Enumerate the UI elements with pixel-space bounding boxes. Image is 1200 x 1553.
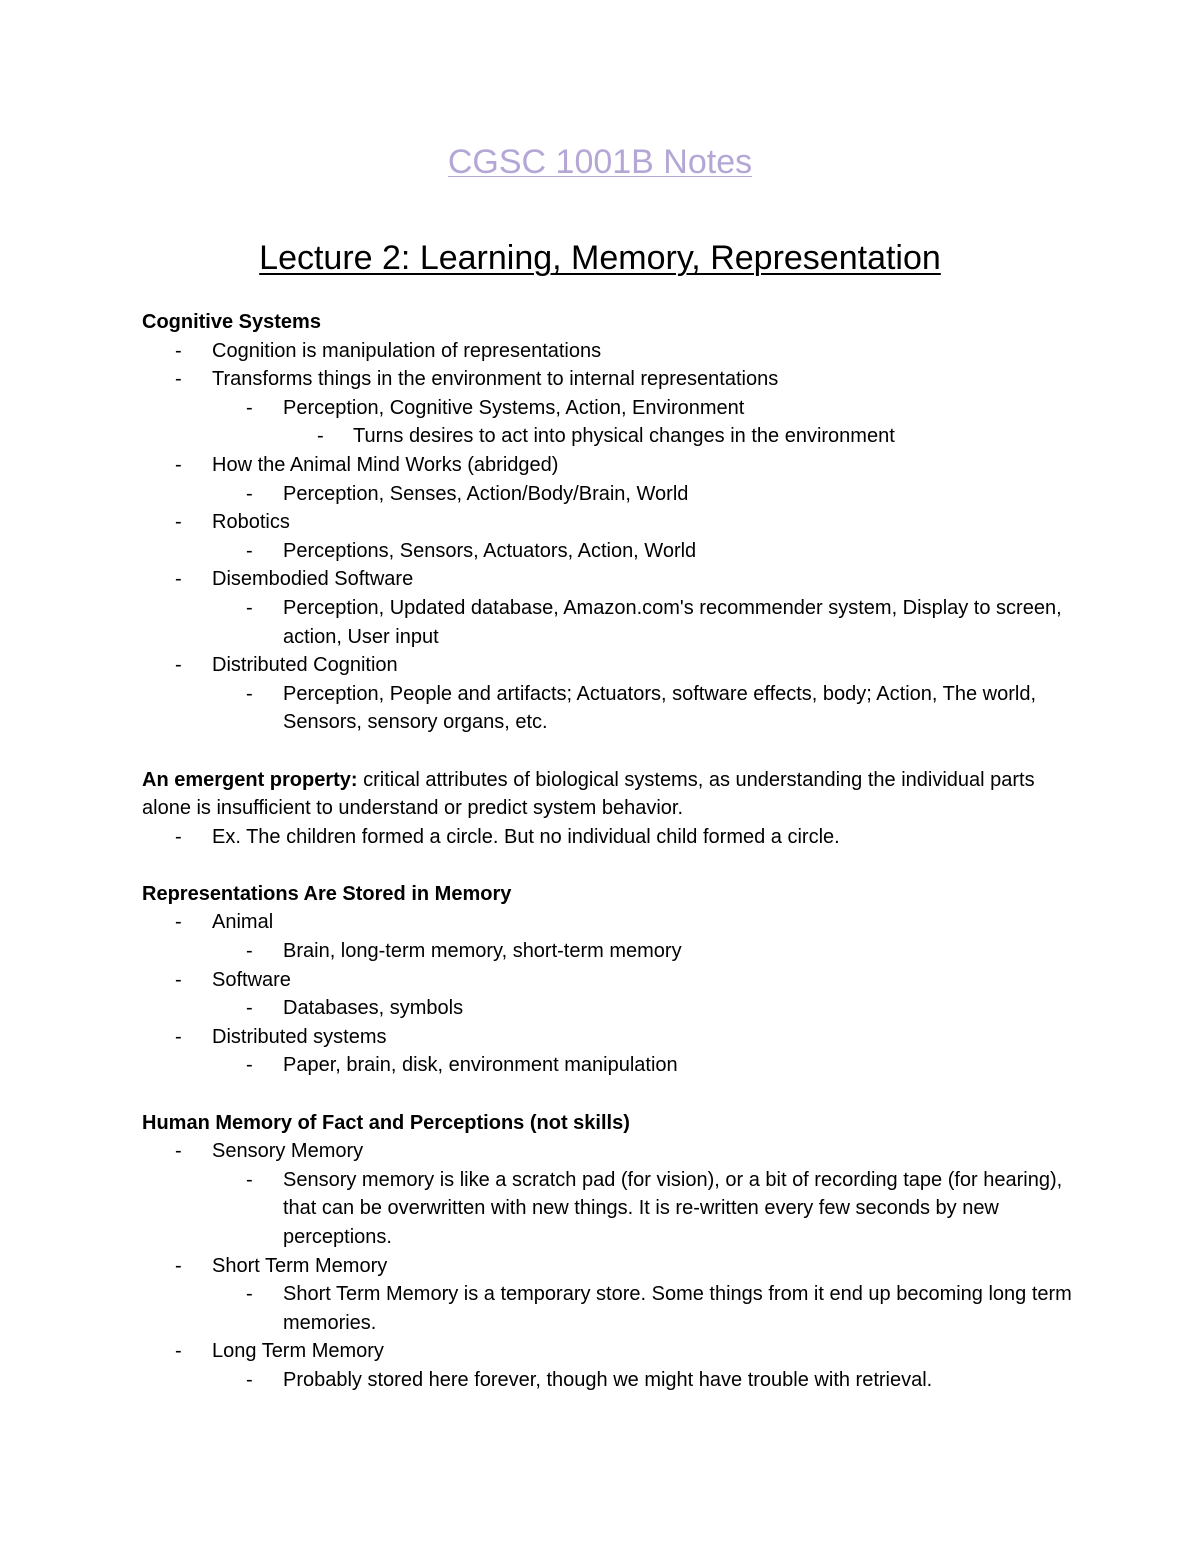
- list-item: [142, 451, 1072, 480]
- notes-body: [142, 308, 1072, 1395]
- bullet-dash: -: [175, 453, 182, 476]
- bullet-list: [142, 1137, 1072, 1394]
- bullet-dash: -: [175, 368, 182, 391]
- list-item: [142, 1023, 1072, 1052]
- bullet-dash: -: [246, 396, 253, 419]
- list-item: [142, 594, 1072, 651]
- bullet-dash: -: [175, 339, 182, 362]
- list-item: [142, 1166, 1072, 1252]
- bullet-dash: -: [175, 568, 182, 591]
- list-item: [142, 1051, 1072, 1080]
- lecture-title: Lecture 2: Learning, Memory, Representation: [259, 239, 941, 277]
- list-item: [142, 1137, 1072, 1166]
- bullet-dash: -: [175, 1254, 182, 1277]
- list-item-text: Perception, People and artifacts; Actuators, software effects, body; Action, The world, Sensors, sensory organs, etc.: [283, 682, 1037, 734]
- bullet-dash: -: [246, 682, 253, 705]
- list-item: [142, 966, 1072, 995]
- bullet-dash: -: [246, 482, 253, 505]
- definition-text: critical attributes of biological systems, as understanding the individual parts alone is insufficient to understand or predict system behavior.: [142, 768, 1035, 820]
- bullet-dash: -: [246, 1283, 253, 1306]
- bullet-dash: -: [175, 968, 182, 991]
- bullet-dash: -: [246, 997, 253, 1020]
- list-item: [142, 1280, 1072, 1337]
- list-item: [142, 422, 1072, 451]
- bullet-dash: -: [175, 911, 182, 934]
- list-item-text: Perception, Cognitive Systems, Action, Environment: [283, 396, 745, 419]
- list-item-text: Brain, long-term memory, short-term memory: [283, 940, 682, 963]
- list-item-text: Sensory Memory: [212, 1140, 364, 1163]
- list-item-text: Cognition is manipulation of representations: [212, 339, 602, 362]
- list-item: [142, 651, 1072, 680]
- bullet-dash: -: [175, 654, 182, 677]
- list-item: [142, 394, 1072, 423]
- bullet-list: [142, 337, 1072, 737]
- list-item-text: Ex. The children formed a circle. But no individual child formed a circle.: [212, 825, 840, 848]
- list-item: [142, 480, 1072, 509]
- list-item-text: Turns desires to act into physical changes in the environment: [353, 425, 895, 448]
- bullet-dash: -: [246, 596, 253, 619]
- paragraph-gap: [142, 1080, 1072, 1109]
- list-item-text: Perceptions, Sensors, Actuators, Action, World: [283, 539, 697, 562]
- bullet-dash: -: [246, 1368, 253, 1391]
- bullet-dash: -: [246, 1054, 253, 1077]
- list-item: [142, 365, 1072, 394]
- list-item-text: Distributed systems: [212, 1025, 387, 1048]
- bullet-dash: -: [175, 511, 182, 534]
- list-item: [142, 508, 1072, 537]
- list-item-text: Perception, Senses, Action/Body/Brain, World: [283, 482, 689, 505]
- list-item-text: Robotics: [212, 511, 290, 534]
- list-item-text: How the Animal Mind Works (abridged): [212, 453, 559, 476]
- paragraph-gap: [142, 851, 1072, 880]
- list-item: [142, 1337, 1072, 1366]
- list-item: [142, 937, 1072, 966]
- bullet-dash: -: [246, 940, 253, 963]
- list-item-text: Distributed Cognition: [212, 654, 398, 677]
- list-item-text: Short Term Memory is a temporary store. Some things from it end up becoming long term memories.: [283, 1283, 1072, 1334]
- section-heading: Cognitive Systems: [142, 311, 321, 333]
- bullet-dash: -: [175, 825, 182, 848]
- section-heading: Human Memory of Fact and Perceptions (not skills): [142, 1111, 630, 1134]
- section-human-memory: [142, 1109, 1072, 1395]
- list-item-text: Probably stored here forever, though we might have trouble with retrieval.: [283, 1368, 933, 1391]
- list-item-text: Perception, Updated database, Amazon.com's recommender system, Display to screen, action, User input: [283, 596, 1062, 648]
- list-item: [142, 537, 1072, 566]
- list-item-text: Paper, brain, disk, environment manipulation: [283, 1054, 678, 1077]
- list-item-text: Short Term Memory: [212, 1254, 388, 1277]
- list-item-text: Animal: [212, 911, 274, 934]
- section-emergent-property: [142, 766, 1072, 852]
- list-item-text: Long Term Memory: [212, 1340, 384, 1363]
- section-heading: Representations Are Stored in Memory: [142, 882, 512, 905]
- list-item: [142, 908, 1072, 937]
- list-item: [142, 823, 1072, 852]
- bullet-dash: -: [175, 1025, 182, 1048]
- list-item: [142, 994, 1072, 1023]
- list-item-text: Sensory memory is like a scratch pad (for vision), or a bit of recording tape (for hearing), that can be overwritten with new things. It is re-written every few seconds by new perceptions.: [283, 1168, 1063, 1248]
- document-title: CGSC 1001B Notes: [447, 143, 753, 181]
- paragraph-gap: [142, 737, 1072, 766]
- bullet-list: [142, 823, 1072, 852]
- list-item-text: Transforms things in the environment to internal representations: [212, 368, 779, 391]
- list-item: [142, 1366, 1072, 1395]
- list-item: [142, 1252, 1072, 1281]
- list-item: [142, 337, 1072, 366]
- list-item: [142, 565, 1072, 594]
- bullet-dash: -: [317, 425, 324, 448]
- list-item: [142, 680, 1072, 737]
- bullet-dash: -: [246, 1168, 253, 1191]
- list-item-text: Software: [212, 968, 291, 991]
- definition-term: An emergent property:: [142, 768, 358, 791]
- definition-paragraph: [142, 766, 1072, 823]
- list-item-text: Databases, symbols: [283, 997, 464, 1020]
- section-cognitive-systems: [142, 308, 1072, 737]
- bullet-dash: -: [246, 539, 253, 562]
- section-representations-memory: [142, 880, 1072, 1080]
- bullet-dash: -: [175, 1140, 182, 1163]
- list-item-text: Disembodied Software: [212, 568, 414, 591]
- bullet-dash: -: [175, 1340, 182, 1363]
- bullet-list: [142, 908, 1072, 1080]
